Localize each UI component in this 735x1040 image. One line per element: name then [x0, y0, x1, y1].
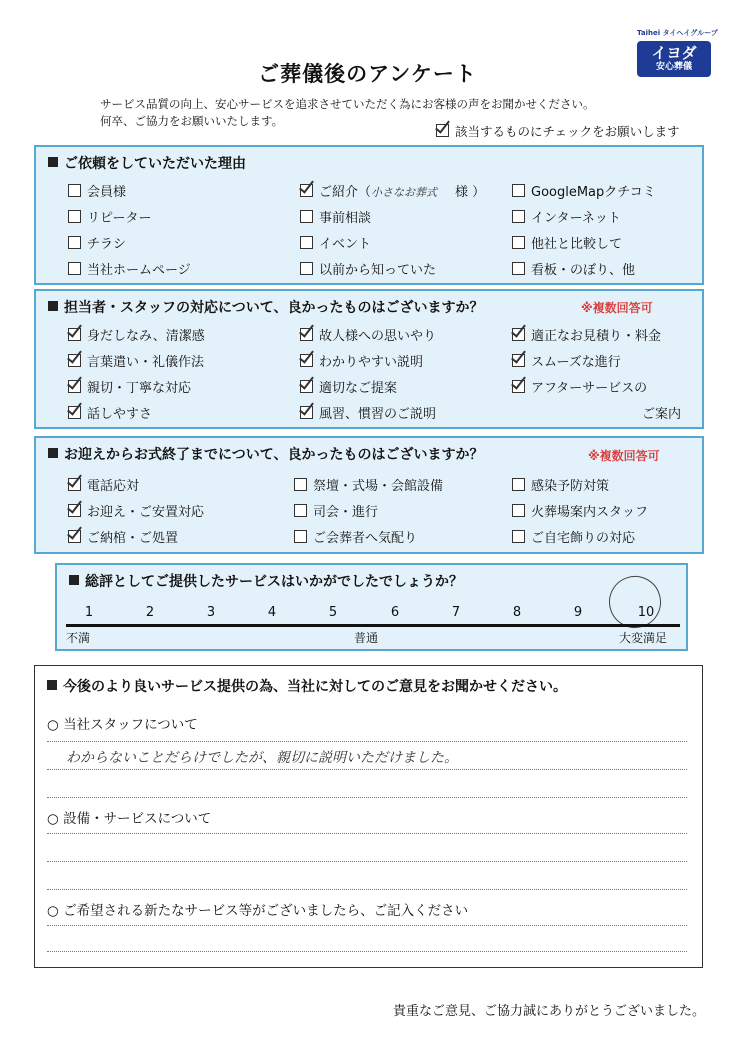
checkbox-item[interactable]: [512, 527, 635, 546]
checkbox-item[interactable]: [300, 207, 371, 226]
checkbox-label: 以前から知っていた: [319, 263, 437, 278]
checkbox-icon[interactable]: [512, 184, 525, 197]
checkbox-icon[interactable]: [300, 210, 313, 223]
question-new-service: ○ ご希望される新たなサービス等がございましたら、ご記入ください: [47, 903, 469, 919]
rating-high-label: 大変満足: [619, 631, 668, 645]
section2-heading: [48, 297, 483, 317]
checkbox-label: インターネット: [531, 211, 621, 226]
rating-option-5[interactable]: 5: [328, 605, 338, 620]
checkbox-item[interactable]: [512, 259, 635, 278]
checkbox-label: 風習、慣習のご説明: [319, 407, 437, 422]
intro-line-1: サービス品質の向上、安心サービスを追求させていただく為にお客様の声をお聞かせください。: [100, 97, 595, 111]
checkbox-icon[interactable]: [68, 380, 81, 393]
checkbox-icon[interactable]: [512, 262, 525, 275]
checkbox-icon[interactable]: [294, 478, 307, 491]
checkbox-item[interactable]: [512, 377, 647, 396]
checkbox-label: 適切なご提案: [319, 381, 398, 396]
checkbox-item[interactable]: [300, 233, 371, 252]
rating-heading-text: 総評としてご提供したサービスはいかがでしたでしょうか？: [85, 574, 463, 590]
checkbox-icon[interactable]: [68, 354, 81, 367]
checkbox-label: ご会葬者へ気配り: [313, 531, 418, 546]
answer-line[interactable]: [47, 925, 687, 926]
checkbox-label: わかりやすい説明: [319, 355, 424, 370]
checkbox-icon[interactable]: [68, 210, 81, 223]
handwritten-referrer: 小さなお葬式: [371, 186, 438, 199]
rating-heading: [69, 571, 463, 591]
heading-square-icon: [47, 680, 57, 690]
section-opinion: [34, 665, 703, 968]
checkbox-label: 祭壇・式場・会館設備: [313, 479, 444, 494]
checkbox-item[interactable]: [68, 325, 205, 344]
checkbox-icon[interactable]: [512, 328, 525, 341]
section2-heading-text: 担当者・スタッフの対応について、良かったものはございますか？: [64, 300, 484, 316]
checkbox-label: 火葬場案内スタッフ: [531, 505, 649, 520]
checkbox-item[interactable]: [294, 475, 443, 494]
checkbox-icon[interactable]: [300, 328, 313, 341]
answer-line[interactable]: [47, 951, 687, 952]
answer-line[interactable]: [47, 833, 687, 834]
checkbox-label: 身だしなみ、清潔感: [87, 329, 205, 344]
rating-option-6[interactable]: 6: [390, 605, 400, 620]
answer-line[interactable]: [47, 769, 687, 770]
logo-sub: 安心葬儀: [655, 62, 692, 72]
checkbox-item[interactable]: [68, 527, 178, 546]
rating-mid-label: 普通: [354, 631, 379, 645]
checkbox-icon[interactable]: [68, 530, 81, 543]
checkbox-item[interactable]: [300, 181, 485, 200]
checkbox-icon[interactable]: [512, 478, 525, 491]
checkbox-item[interactable]: [68, 403, 152, 422]
check-sample-icon: [436, 124, 449, 137]
checkbox-label: 電話応対: [87, 479, 140, 494]
checkbox-label: 適正なお見積り・料金: [531, 329, 662, 344]
checkbox-label: GoogleMapクチコミ: [531, 185, 656, 200]
question-facility: ○ 設備・サービスについて: [47, 811, 212, 827]
rating-option-10[interactable]: 10: [637, 605, 655, 620]
checkbox-label: お迎え・ご安置対応: [87, 505, 205, 520]
checkbox-icon[interactable]: [300, 262, 313, 275]
checkbox-label: 看板・のぼり、他: [531, 263, 636, 278]
checkbox-item[interactable]: [68, 475, 139, 494]
rating-option-8[interactable]: 8: [512, 605, 522, 620]
checkbox-item[interactable]: [300, 403, 436, 422]
checkbox-icon[interactable]: [68, 478, 81, 491]
checkbox-icon[interactable]: [294, 530, 307, 543]
checkbox-label: チラシ: [87, 237, 127, 252]
checkbox-icon[interactable]: [512, 380, 525, 393]
checkbox-label: ご自宅飾りの対応: [531, 531, 636, 546]
check-instruction: [436, 122, 680, 140]
checkbox-icon[interactable]: [300, 236, 313, 249]
intro-line-2: 何卒、ご協力をお願いいたします。: [100, 114, 284, 128]
checkbox-icon[interactable]: [300, 380, 313, 393]
checkbox-icon[interactable]: [300, 354, 313, 367]
checkbox-item[interactable]: [512, 181, 656, 200]
rating-option-9[interactable]: 9: [573, 605, 583, 620]
checkbox-item[interactable]: [294, 527, 417, 546]
check-instruction-text: 該当するものにチェックをお願いします: [455, 124, 680, 139]
logo-name: イヨダ: [651, 44, 697, 62]
checkbox-item[interactable]: [68, 501, 204, 520]
section1-heading: [48, 153, 246, 173]
checkbox-label: 親切・丁寧な対応: [87, 381, 192, 396]
checkbox-label-continuation: ご案内: [642, 407, 682, 422]
section-staff-response: [34, 289, 704, 429]
checkbox-item[interactable]: [300, 259, 436, 278]
checkbox-item[interactable]: [68, 377, 191, 396]
checkbox-item[interactable]: [512, 351, 621, 370]
footer-thanks: 貴重なご意見、ご協力誠にありがとうございました。: [392, 1004, 705, 1019]
checkbox-label: 話しやすさ: [87, 407, 153, 422]
checkbox-label: スムーズな進行: [531, 355, 621, 370]
checkbox-icon[interactable]: [294, 504, 307, 517]
checkbox-item[interactable]: [294, 501, 378, 520]
checkbox-icon[interactable]: [512, 530, 525, 543]
page-title: ご葬儀後のアンケート: [258, 62, 477, 86]
checkbox-label: 言葉遣い・礼儀作法: [87, 355, 205, 370]
section3-heading: [48, 444, 483, 464]
answer-line[interactable]: [47, 797, 687, 798]
checkbox-icon[interactable]: [300, 184, 313, 197]
checkbox-label: ご納棺・ご処置: [87, 531, 179, 546]
checkbox-item[interactable]: [300, 325, 436, 344]
section-request-reason: [34, 145, 704, 285]
heading-square-icon: [48, 157, 58, 167]
checkbox-label: 他社と比較して: [531, 237, 623, 252]
answer-line[interactable]: [47, 889, 687, 890]
checkbox-icon[interactable]: [300, 406, 313, 419]
question-staff: ○ 当社スタッフについて: [47, 717, 198, 733]
heading-square-icon: [69, 575, 79, 585]
checkbox-icon[interactable]: [512, 354, 525, 367]
logo-brand: Taihei タイヘイグループ: [637, 29, 718, 37]
answer-line[interactable]: [47, 861, 687, 862]
rating-option-1[interactable]: 1: [84, 605, 94, 620]
checkbox-label: アフターサービスの: [531, 381, 648, 396]
checkbox-icon[interactable]: [68, 406, 81, 419]
checkbox-item[interactable]: [512, 325, 661, 344]
checkbox-label: 感染予防対策: [531, 479, 610, 494]
checkbox-item[interactable]: [512, 233, 622, 252]
rating-low-label: 不満: [66, 631, 91, 645]
checkbox-icon[interactable]: [68, 184, 81, 197]
checkbox-label: 事前相談: [319, 211, 372, 226]
rating-option-2[interactable]: 2: [145, 605, 155, 620]
section3-heading-text: お迎えからお式終了までについて、良かったものはございますか？: [64, 447, 484, 463]
checkbox-item[interactable]: [300, 377, 397, 396]
rating-scale-line: [66, 624, 680, 627]
checkbox-item[interactable]: [512, 501, 648, 520]
section1-heading-text: ご依頼をしていただいた理由: [64, 156, 246, 172]
checkbox-item[interactable]: [68, 259, 191, 278]
rating-option-4[interactable]: 4: [267, 605, 277, 620]
checkbox-label: 司会・進行: [313, 505, 379, 520]
checkbox-item[interactable]: [68, 207, 151, 226]
checkbox-item[interactable]: [68, 181, 126, 200]
heading-square-icon: [48, 448, 58, 458]
handwritten-staff-answer: わからないことだらけでしたが、親切に説明いただけました。: [66, 750, 458, 766]
checkbox-icon[interactable]: [512, 210, 525, 223]
checkbox-label: リピーター: [87, 211, 152, 226]
checkbox-item[interactable]: [68, 351, 204, 370]
checkbox-icon[interactable]: [68, 504, 81, 517]
rating-option-7[interactable]: 7: [451, 605, 461, 620]
multiple-answer-note: ※複数回答可: [588, 449, 660, 463]
checkbox-icon[interactable]: [512, 236, 525, 249]
opinion-heading: [47, 676, 567, 696]
section-ceremony: [34, 436, 704, 554]
heading-square-icon: [48, 301, 58, 311]
multiple-answer-note: ※複数回答可: [581, 301, 653, 315]
checkbox-item[interactable]: [68, 233, 126, 252]
checkbox-icon[interactable]: [68, 262, 81, 275]
referrer-suffix: 様 ）: [455, 185, 486, 200]
checkbox-icon[interactable]: [68, 236, 81, 249]
checkbox-icon[interactable]: [512, 504, 525, 517]
checkbox-item[interactable]: [512, 475, 609, 494]
checkbox-item[interactable]: [300, 351, 423, 370]
checkbox-icon[interactable]: [68, 328, 81, 341]
checkbox-label: 会員様: [87, 185, 127, 200]
checkbox-label: ご紹介（: [319, 185, 372, 200]
answer-line[interactable]: [47, 741, 687, 742]
checkbox-label: 故人様への思いやり: [319, 329, 437, 344]
logo-plate: [637, 41, 711, 77]
checkbox-label: 当社ホームページ: [87, 263, 191, 278]
checkbox-item[interactable]: [512, 207, 621, 226]
rating-option-3[interactable]: 3: [206, 605, 216, 620]
checkbox-label: イベント: [319, 237, 372, 252]
opinion-heading-text: 今後のより良いサービス提供の為、当社に対してのご意見をお聞かせください。: [63, 679, 567, 695]
company-logo: [637, 28, 718, 92]
